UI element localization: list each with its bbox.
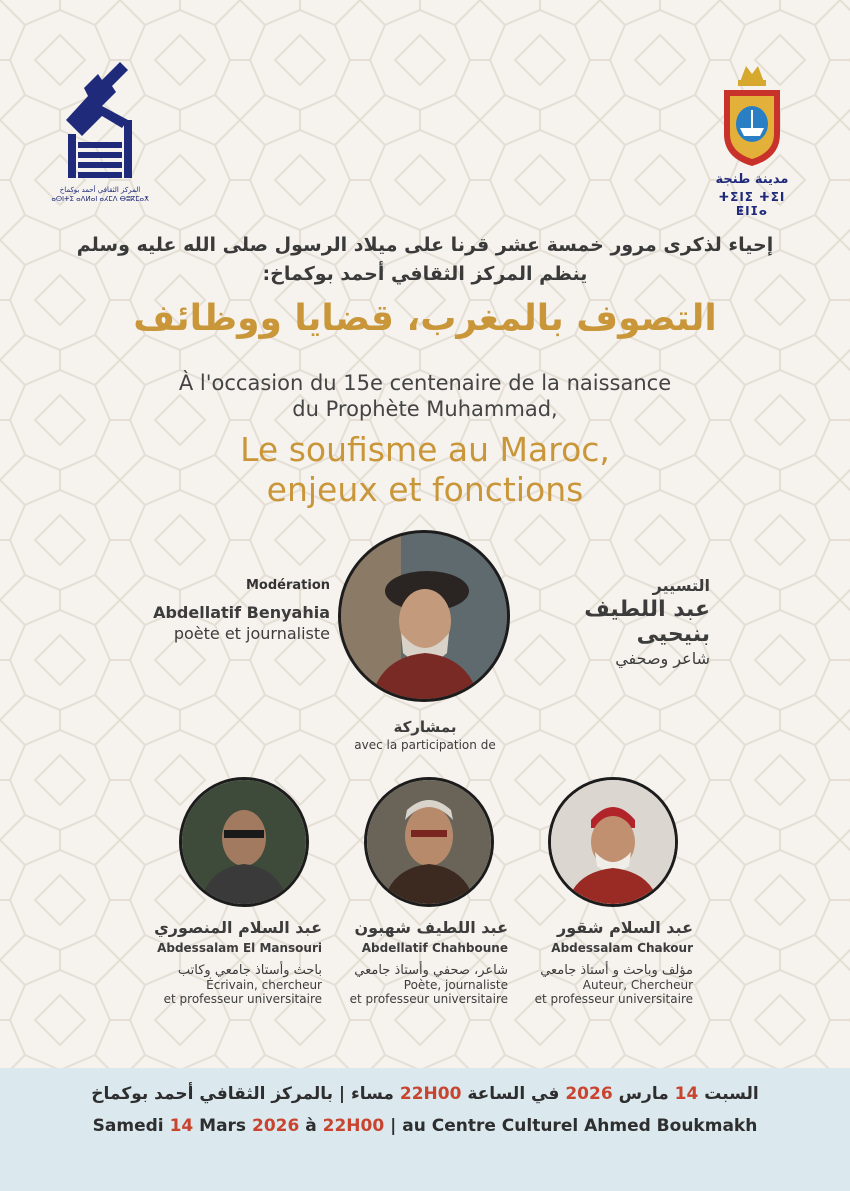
footer-fr-at: à: [305, 1116, 317, 1136]
moderator-role-fr: poète et journaliste: [173, 624, 330, 643]
speaker-chakour: [515, 918, 693, 1006]
speaker-role-ar: مؤلف وباحث و أستاذ جامعي: [540, 963, 693, 978]
moderator-photo: [338, 530, 510, 702]
moderator-arabic-block: [520, 576, 710, 668]
footer-ar-time: 22H00: [399, 1084, 462, 1104]
footer-fr-day-name: Samedi: [92, 1116, 164, 1136]
arabic-title: التصوف بالمغرب، قضايا ووظائف: [133, 298, 717, 339]
speaker-name-fr: Abdellatif Chahboune: [361, 941, 508, 955]
speaker-role-fr-1: Poète, journaliste: [403, 978, 508, 992]
footer-ar-year: 2026: [565, 1084, 613, 1104]
speaker-role-fr-1: Écrivain, chercheur: [206, 978, 322, 992]
emblem-caption-tifinagh: ⵜⵉⵏⵉ ⵜⵉⵏ ⵟⵏⵊⴰ: [718, 190, 786, 218]
footer-fr-venue: | au Centre Culturel Ahmed Boukmakh: [390, 1116, 758, 1136]
moderator-name-fr: Abdellatif Benyahia: [153, 603, 330, 622]
footer-fr-year: 2026: [251, 1116, 300, 1136]
speaker-role-fr-2: et professeur universitaire: [163, 992, 322, 1006]
participation-fr: avec la participation de: [354, 738, 496, 752]
speaker-role-fr-2: et professeur universitaire: [534, 992, 693, 1006]
speaker-role-fr-2: et professeur universitaire: [349, 992, 508, 1006]
logo-caption-arabic: المركز الثقافي أحمد بوكماخ: [59, 186, 141, 194]
speaker-name-ar: عبد اللطيف شهبون: [354, 918, 508, 937]
footer-ar-day: 14: [674, 1084, 699, 1104]
moderator-role-ar: شاعر وصحفي: [615, 649, 710, 668]
participation-heading: [325, 718, 525, 752]
footer-fr-time: 22H00: [322, 1116, 385, 1136]
speaker-el-mansouri: [150, 918, 322, 1006]
moderator-label-fr: Modération: [245, 578, 330, 593]
speaker-name-ar: عبد السلام شقور: [557, 918, 693, 937]
cultural-center-logo: [51, 58, 149, 208]
footer-arabic-line: [20, 1084, 830, 1104]
french-title-line-2: enjeux et fonctions: [266, 470, 584, 509]
speaker-role-ar: شاعر، صحفي وأستاذ جامعي: [354, 963, 508, 978]
speaker-name-ar: عبد السلام المنصوري: [154, 918, 322, 937]
footer-fr-month: Mars: [199, 1116, 247, 1136]
footer-ar-at: في الساعة: [467, 1084, 560, 1104]
tangier-city-emblem: [712, 60, 792, 218]
footer-ar-month: مارس: [618, 1084, 669, 1104]
speaker-name-fr: Abdessalam El Mansouri: [157, 941, 322, 955]
moderator-name-ar: عبد اللطيف بنيحيى: [584, 597, 710, 647]
speaker-role-fr-1: Auteur, Chercheur: [582, 978, 693, 992]
speaker-photo-chahboune: [364, 777, 494, 907]
speaker-photo-chakour: [548, 777, 678, 907]
speaker-chahboune: [330, 918, 508, 1006]
footer-band: [0, 1068, 850, 1191]
arabic-intro-line-2: ينظم المركز الثقافي أحمد بوكماخ:: [262, 263, 588, 285]
moderator-french-block: [120, 578, 330, 643]
speaker-name-fr: Abdessalam Chakour: [551, 941, 693, 955]
french-intro-line-2: du Prophète Muhammad,: [292, 397, 558, 421]
footer-fr-day: 14: [169, 1116, 194, 1136]
footer-ar-day-name: السبت: [704, 1084, 759, 1104]
arabic-intro-line-1: إحياء لذكرى مرور خمسة عشر قرنا على ميلاد الرسول صلى الله عليه وسلم: [76, 234, 774, 256]
french-title-line-1: Le soufisme au Maroc,: [240, 430, 610, 469]
footer-french-line: [20, 1116, 830, 1136]
footer-ar-venue: مساء | بالمركز الثقافي أحمد بوكماخ: [91, 1084, 394, 1104]
logo-caption-tifinagh: ⴰⵙⵏⵜⵉ ⴰⴷⵍⴰⵏ ⴰⵃⵎⴷ ⴱⵓⴽⵎⴰⵅ: [51, 195, 149, 203]
participation-ar: بمشاركة: [393, 718, 457, 736]
moderator-label-ar: التسيير: [652, 576, 710, 595]
french-intro-line-1: À l'occasion du 15e centenaire de la naissance: [178, 371, 672, 395]
emblem-caption-arabic: مدينة طنجة: [715, 172, 789, 187]
speaker-role-ar: باحث وأستاذ جامعي وكاتب: [177, 963, 322, 978]
speaker-photo-el-mansouri: [179, 777, 309, 907]
